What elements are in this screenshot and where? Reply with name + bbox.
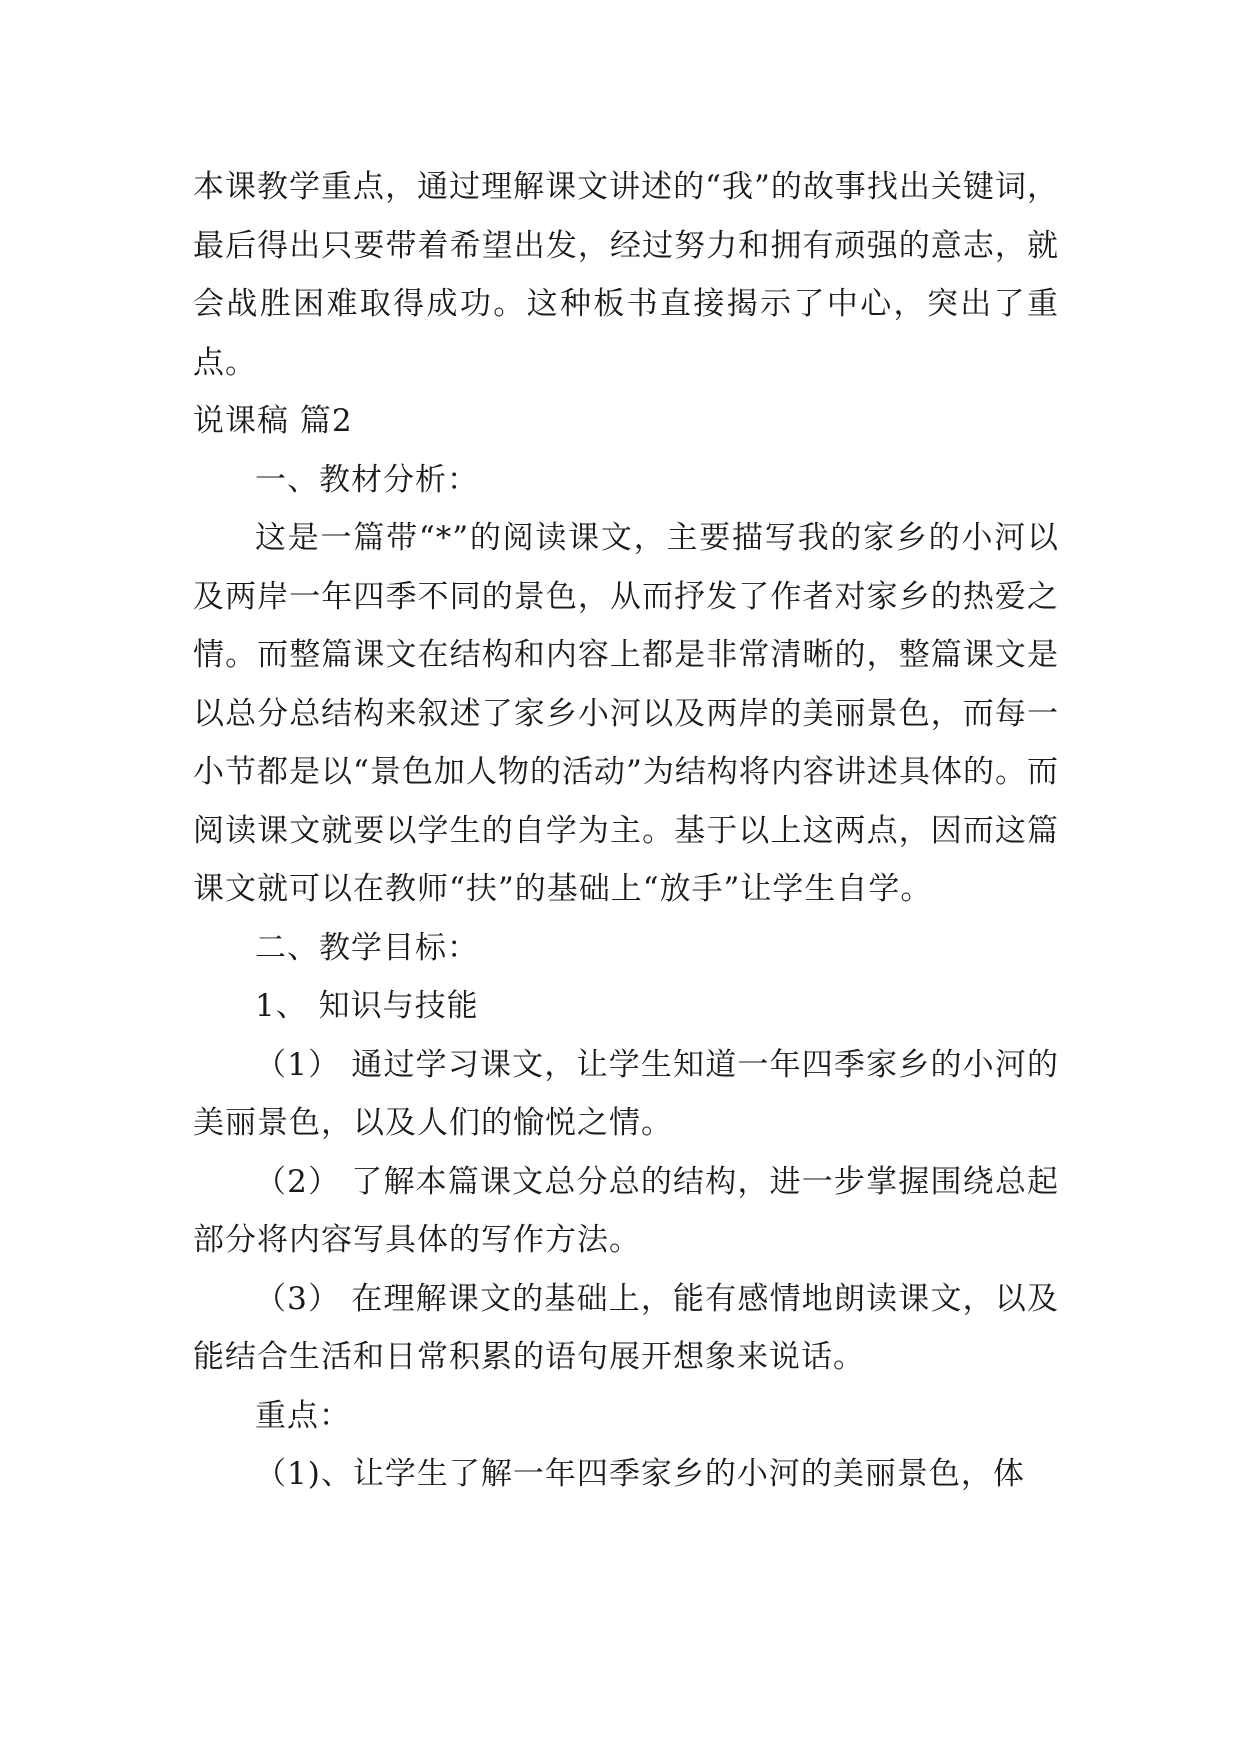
goal-item-1: （1） 通过学习课文，让学生知道一年四季家乡的小河的美丽景色，以及人们的愉悦之情。 [193, 1046, 1059, 1141]
goal-item-2: （2） 了解本篇课文总分总的结构，进一步掌握围绕总起部分将内容写具体的写作方法。 [193, 1163, 1059, 1258]
key-point-item-1: （1)、让学生了解一年四季家乡的小河的美丽景色，体 [255, 1456, 1025, 1492]
paragraph-material-analysis: 这是一篇带“*”的阅读课文，主要描写我的家乡的小河以及两岸一年四季不同的景色，从而抒发了作者对家乡的热爱之情。而整篇课文在结构和内容上都是非常清晰的，整篇课文是以总分总结构来叙述了家乡小河以及两岸的美丽景色，而每一小节都是以“景色加人物的活动”为结构将内容讲述具体的。而阅读课文就要以学生的自学为主。基于以上这两点，因而这篇课文就可以在教师“扶”的基础上“放手”让学生自学。 [193, 520, 1059, 907]
paragraph-board-summary: 本课教学重点，通过理解课文讲述的“我”的故事找出关键词，最后得出只要带着希望出发，经过努力和拥有顽强的意志，就会战胜困难取得成功。这种板书直接揭示了中心，突出了重点。 [193, 169, 1059, 381]
heading-key-points: 重点： [255, 1397, 351, 1434]
document-body [193, 158, 1059, 1504]
goal-item-3: （3） 在理解课文的基础上，能有感情地朗读课文，以及能结合生活和日常积累的语句展开想象来说话。 [193, 1280, 1059, 1375]
heading-teaching-goals: 二、教学目标： [255, 929, 479, 966]
section-title-lesson-2: 说课稿 篇2 [193, 403, 353, 439]
heading-material-analysis: 一、教材分析： [255, 461, 479, 498]
subheading-knowledge-skills: 1、 知识与技能 [255, 988, 479, 1024]
